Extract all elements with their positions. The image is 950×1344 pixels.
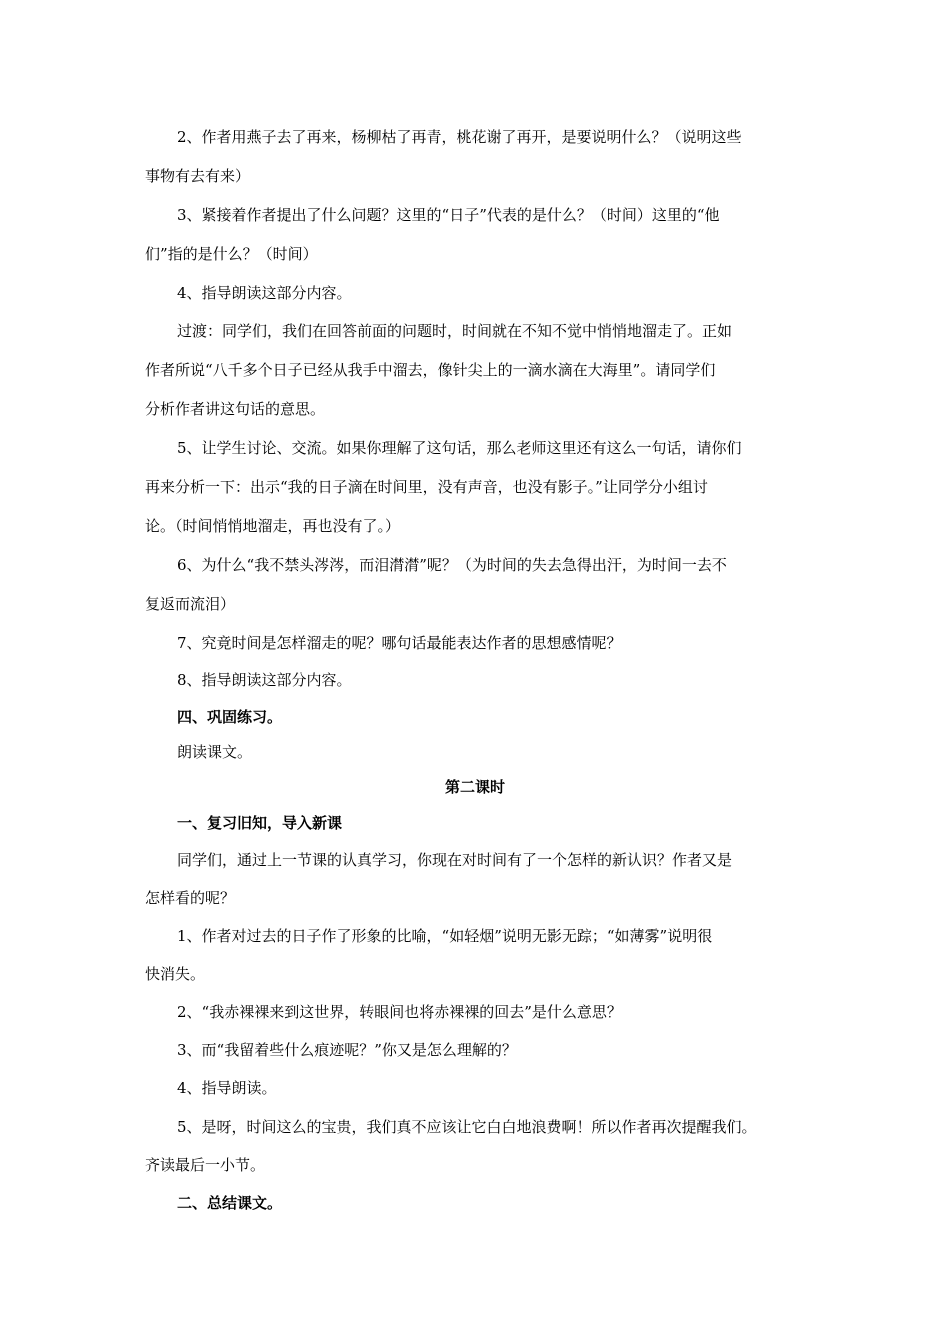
paragraph-line: 2、“我赤裸裸来到这世界，转眼间也将赤裸裸的回去”是什么意思？ — [177, 1003, 622, 1021]
paragraph-line: 齐读最后一小节。 — [145, 1156, 266, 1174]
paragraph-line: 7、究竟时间是怎样溜走的呢？哪句话最能表达作者的思想感情呢？ — [177, 634, 622, 652]
paragraph-line: 分析作者讲这句话的意思。 — [145, 400, 326, 418]
paragraph-line: 1、作者对过去的日子作了形象的比喻，“如轻烟”说明无影无踪；“如薄雾”说明很 — [177, 927, 713, 945]
paragraph-line: 6、为什么“我不禁头涔涔，而泪潸潸”呢？（为时间的失去急得出汗，为时间一去不 — [177, 556, 727, 574]
paragraph-line: 怎样看的呢？ — [145, 889, 236, 907]
section-heading: 二、总结课文。 — [177, 1194, 283, 1212]
lesson-title: 第二课时 — [444, 778, 505, 796]
paragraph-line: 4、指导朗读这部分内容。 — [177, 284, 352, 302]
paragraph-line: 2、作者用燕子去了再来，杨柳枯了再青，桃花谢了再开，是要说明什么？（说明这些 — [177, 128, 742, 146]
paragraph-line: 再来分析一下：出示“我的日子滴在时间里，没有声音，也没有影子。”让同学分小组讨 — [145, 478, 708, 496]
paragraph-line: 8、指导朗读这部分内容。 — [177, 671, 352, 689]
paragraph-line: 3、紧接着作者提出了什么问题？这里的“日子”代表的是什么？（时间）这里的“他 — [177, 206, 720, 224]
section-heading: 一、复习旧知，导入新课 — [177, 814, 343, 832]
paragraph-line: 4、指导朗读。 — [177, 1079, 277, 1097]
paragraph-line: 复返而流泪） — [145, 595, 236, 613]
paragraph-line: 3、而“我留着些什么痕迹呢？”你又是怎么理解的？ — [177, 1041, 517, 1059]
paragraph-line: 同学们，通过上一节课的认真学习，你现在对时间有了一个怎样的新认识？作者又是 — [177, 851, 733, 869]
paragraph-line: 5、是呀，时间这么的宝贵，我们真不应该让它白白地浪费啊！所以作者再次提醒我们。 — [177, 1118, 757, 1136]
paragraph-line: 过渡：同学们，我们在回答前面的问题时，时间就在不知不觉中悄悄地溜走了。正如 — [177, 322, 733, 340]
paragraph-line: 事物有去有来） — [145, 167, 251, 185]
paragraph-line: 们”指的是什么？（时间） — [145, 245, 318, 263]
section-heading: 四、巩固练习。 — [177, 708, 283, 726]
paragraph-line: 快消失。 — [145, 965, 206, 983]
paragraph-line: 5、让学生讨论、交流。如果你理解了这句话，那么老师这里还有这么一句话，请你们 — [177, 439, 742, 457]
paragraph-line: 作者所说“八千多个日子已经从我手中溜去，像针尖上的一滴水滴在大海里”。请同学们 — [145, 361, 716, 379]
paragraph-line: 朗读课文。 — [177, 743, 253, 761]
paragraph-line: 论。（时间悄悄地溜走，再也没有了。） — [145, 517, 401, 535]
